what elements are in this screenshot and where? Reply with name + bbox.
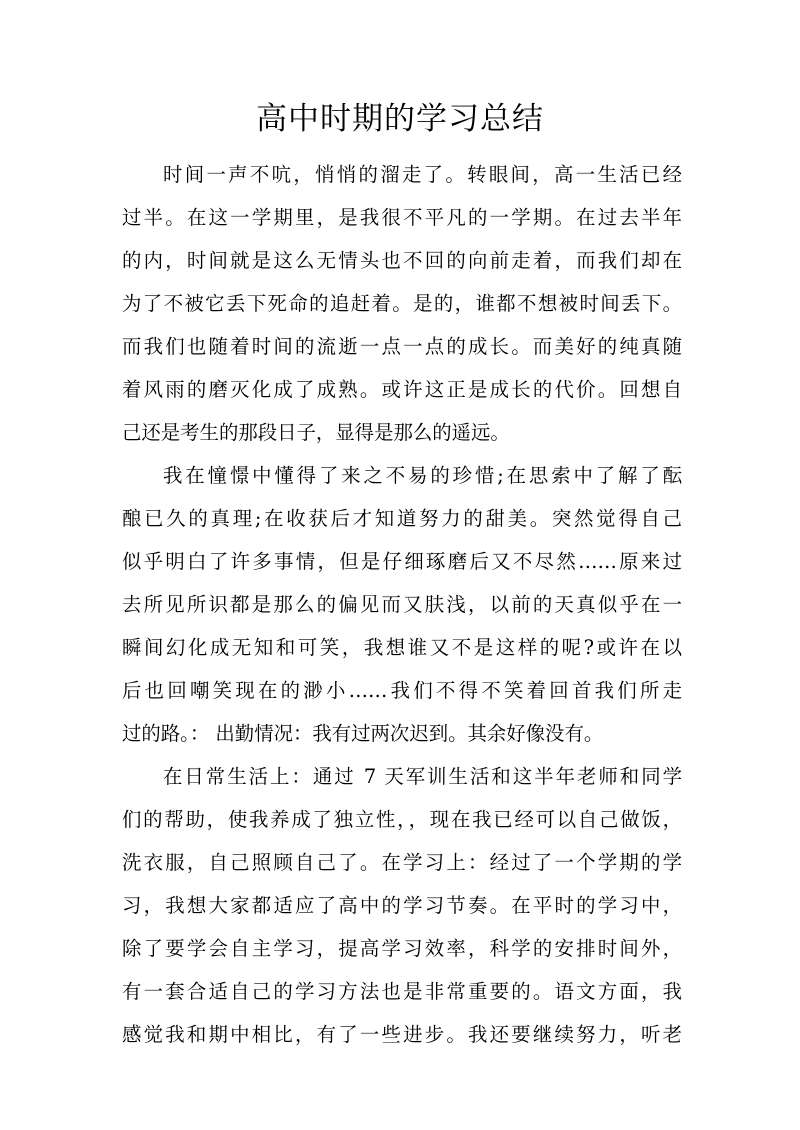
paragraph-line: 我在憧憬中懂得了来之不易的珍惜;在思索中了解了酝 [163, 464, 682, 487]
paragraph-line: 在日常生活上：通过 7 天军训生活和这半年老师和同学 [163, 765, 682, 788]
paragraph-line: 瞬间幻化成无知和可笑，我想谁又不是这样的呢?或许在以 [122, 636, 682, 659]
paragraph-line: 酿已久的真理;在收获后才知道努力的甜美。突然觉得自己 [122, 507, 682, 530]
paragraph [122, 755, 682, 1056]
paragraph-line: 们的帮助，使我养成了独立性，，现在我已经可以自己做饭， [122, 808, 682, 831]
paragraph-line: 感觉我和期中相比，有了一些进步。我还要继续努力，听老 [122, 1023, 682, 1046]
paragraph-line: 的内，时间就是这么无情头也不回的向前走着，而我们却在 [122, 249, 682, 272]
paragraph-line: 着风雨的磨灭化成了成熟。或许这正是成长的代价。回想自 [122, 378, 682, 401]
paragraph-line: 有一套合适自己的学习方法也是非常重要的。语文方面，我 [122, 980, 682, 1003]
paragraph [122, 153, 682, 454]
paragraph-line: 去所见所识都是那么的偏见而又肤浅，以前的天真似乎在一 [122, 593, 682, 616]
paragraph-line: 习，我想大家都适应了高中的学习节奏。在平时的学习中， [122, 894, 682, 917]
paragraph [122, 454, 682, 755]
paragraph-line: 后也回嘲笑现在的渺小……我们不得不笑着回首我们所走 [122, 679, 682, 702]
paragraph-line: 除了要学会自主学习，提高学习效率，科学的安排时间外， [122, 937, 682, 960]
paragraph-line: 为了不被它丢下死命的追赶着。是的，谁都不想被时间丢下。 [122, 292, 682, 315]
paragraph-line: 时间一声不吭，悄悄的溜走了。转眼间，高一生活已经 [163, 163, 682, 186]
paragraph-line: 己还是考生的那段日子，显得是那么的遥远。 [122, 421, 510, 444]
paragraph-line: 过的路。： 出勤情况：我有过两次迟到。其余好像没有。 [122, 722, 604, 745]
document-title: 高中时期的学习总结 [256, 101, 544, 137]
paragraph-line: 而我们也随着时间的流逝一点一点的成长。而美好的纯真随 [122, 335, 682, 358]
paragraph-line: 过半。在这一学期里，是我很不平凡的一学期。在过去半年 [122, 206, 682, 229]
document-body [122, 153, 682, 1056]
paragraph-line: 洗衣服，自己照顾自己了。在学习上：经过了一个学期的学 [122, 851, 682, 874]
paragraph-line: 似乎明白了许多事情，但是仔细琢磨后又不尽然……原来过 [122, 550, 682, 573]
